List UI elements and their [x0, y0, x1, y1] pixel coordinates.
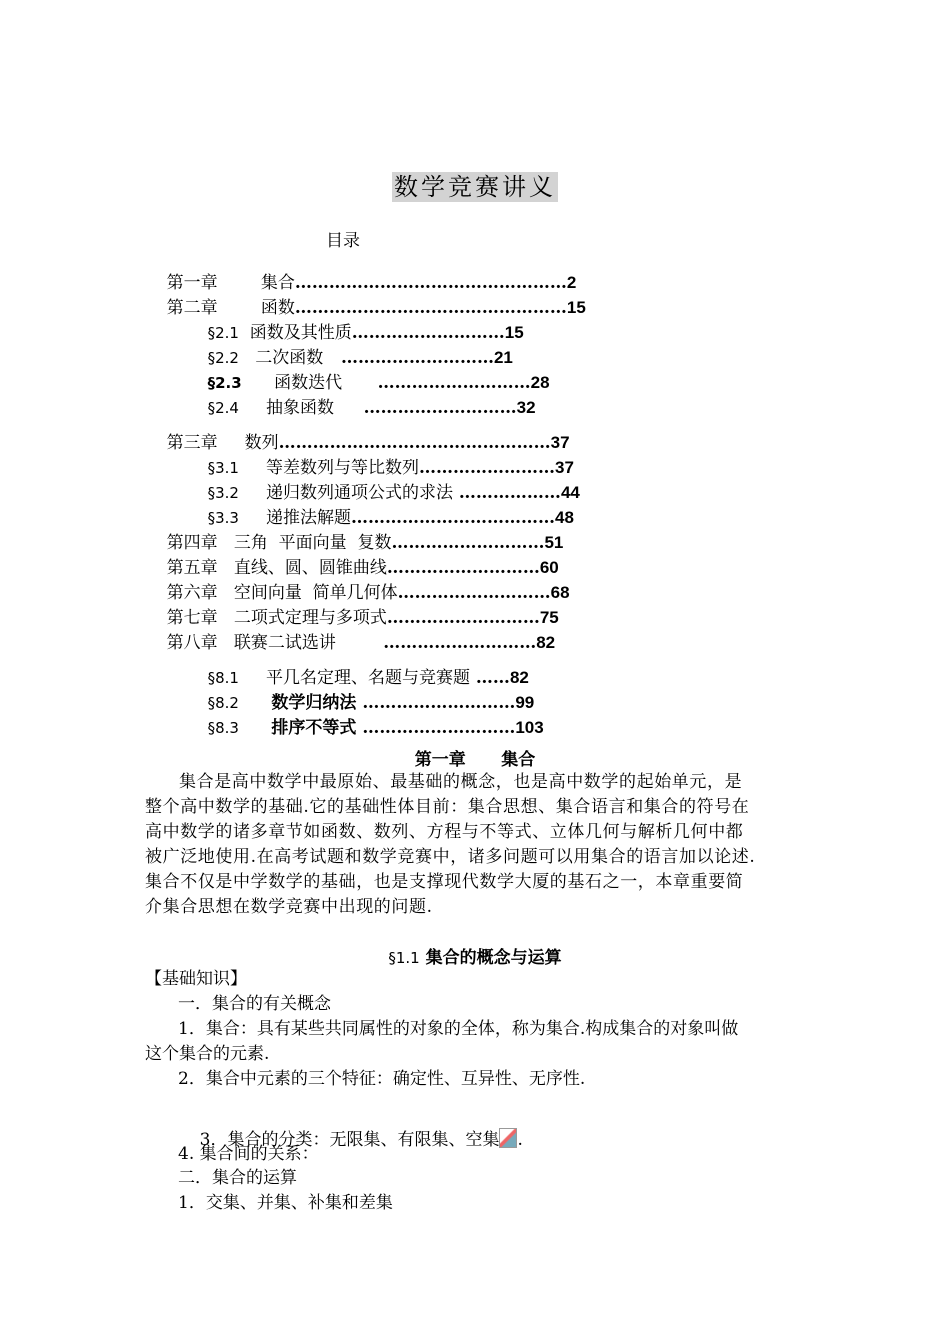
list-item: 2．集合中元素的三个特征：确定性、互异性、无序性.	[178, 1069, 586, 1089]
basic-knowledge-heading: 【基础知识】	[145, 969, 247, 989]
toc-heading: 目录	[326, 231, 360, 251]
toc-entry[interactable]: 第五章 直线、圆、圆锥曲线………………………60	[166, 558, 559, 578]
toc-entry[interactable]: 第四章 三角 平面向量 复数………………………51	[166, 533, 564, 553]
list-item: 3．集合的分类：无限集、有限集、空集 .	[199, 1130, 523, 1150]
toc-entry[interactable]: §8.2 数学归纳法 ………………………99	[207, 693, 535, 713]
toc-entry[interactable]: 第七章 二项式定理与多项式………………………75	[166, 608, 559, 628]
toc-entry[interactable]: §2.3 函数迭代 ………………………28	[207, 373, 550, 393]
toc-page: 2	[566, 273, 577, 292]
list-item: 二．集合的运算	[178, 1168, 297, 1188]
intro-line: 整个高中数学的基础.它的基础性体目前：集合思想、集合语言和集合的符号在	[145, 797, 750, 817]
intro-line: 被广泛地使用.在高考试题和数学竞赛中，诸多问题可以用集合的语言加以论述.	[145, 847, 756, 867]
toc-entry[interactable]: 第八章 联赛二试选讲 ………………………82	[166, 633, 556, 653]
document-title: 数学竞赛讲义	[394, 173, 556, 201]
list-item: 4. 集合间的关系：	[178, 1144, 319, 1164]
toc-entry[interactable]: §2.4 抽象函数 ………………………32	[207, 398, 536, 418]
empty-set-symbol-icon	[499, 1128, 517, 1148]
list-item: 1．交集、并集、补集和差集	[178, 1193, 393, 1213]
toc-title: 集合	[260, 273, 295, 293]
toc-entry[interactable]: §8.1 平几名定理、名题与竞赛题 ……82	[207, 668, 529, 688]
toc-entry[interactable]: §2.1 函数及其性质………………………15	[207, 323, 524, 343]
list-item: 这个集合的元素.	[145, 1044, 270, 1064]
toc-entry[interactable]: 第六章 空间向量 简单几何体………………………68	[166, 583, 570, 603]
list-item: 一．集合的有关概念	[178, 994, 331, 1014]
chapter-title: 第一章 集合	[414, 750, 536, 770]
list-item: 1．集合：具有某些共同属性的对象的全体，称为集合.构成集合的对象叫做	[178, 1019, 739, 1039]
toc-entry[interactable]: §3.3 递推法解题………………………………48	[207, 508, 574, 528]
intro-line: 高中数学的诸多章节如函数、数列、方程与不等式、立体几何与解析几何中都	[145, 822, 744, 842]
intro-line: 介集合思想在数学竞赛中出现的问题.	[145, 897, 433, 917]
toc-entry[interactable]: 第二章 函数…………………………………………15	[166, 298, 586, 318]
toc-entry[interactable]: 第三章 数列…………………………………………37	[166, 433, 570, 453]
toc-entry[interactable]: §8.3 排序不等式 ………………………103	[207, 718, 544, 738]
toc-label: 第一章	[166, 273, 218, 293]
toc-entry[interactable]: §3.1 等差数列与等比数列……………………37	[207, 458, 574, 478]
toc-entry[interactable]: 第一章 集合…………………………………………2	[166, 273, 577, 293]
section-title: §1.1 集合的概念与运算	[388, 948, 562, 968]
toc-entry[interactable]: §3.2 递归数列通项公式的求法 ………………44	[207, 483, 580, 503]
intro-line: 集合是高中数学中最原始、最基础的概念，也是高中数学的起始单元，是	[179, 772, 743, 792]
intro-line: 集合不仅是中学数学的基础，也是支撑现代数学大厦的基石之一，本章重要简	[145, 872, 744, 892]
toc-entry[interactable]: §2.2 二次函数 ………………………21	[207, 348, 513, 368]
